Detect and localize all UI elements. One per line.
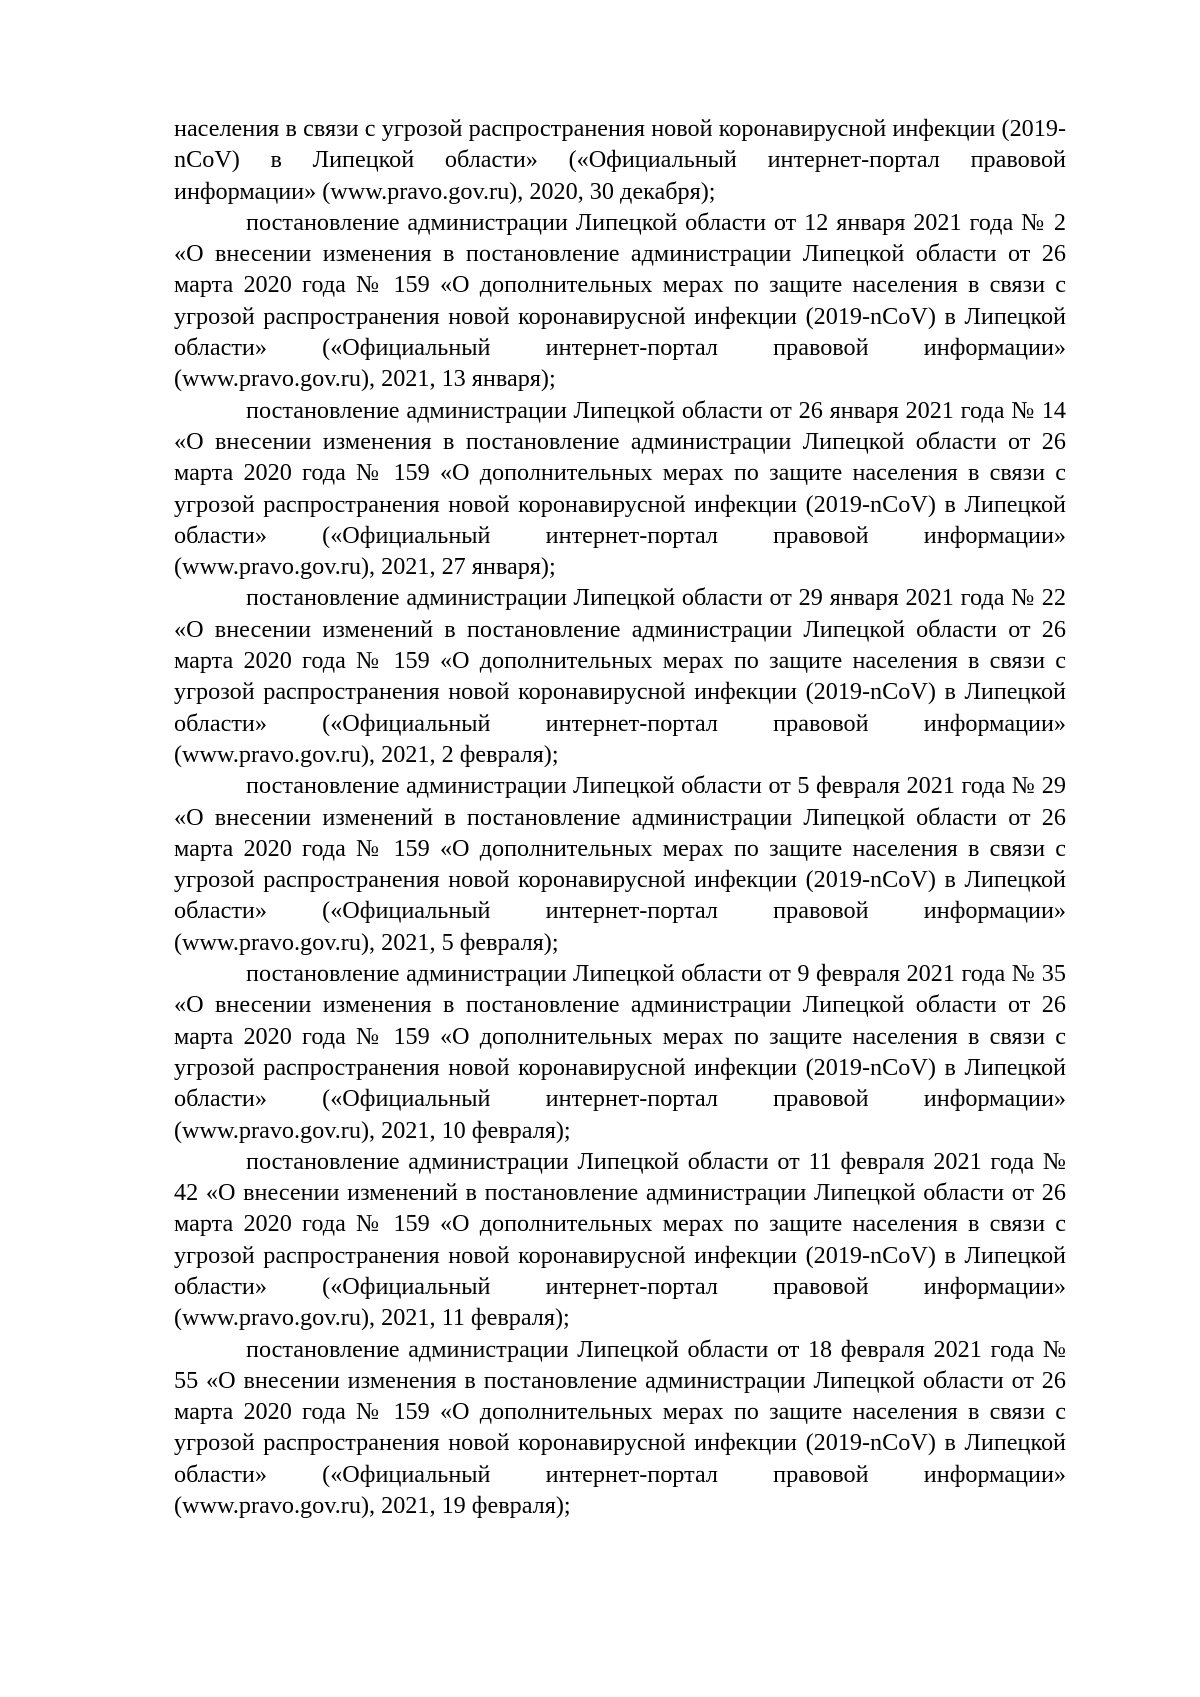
document-body xyxy=(174,113,1066,1521)
paragraph-8: постановление администрации Липецкой области от 18 февраля 2021 года № 55 «О внесении изменения в постановление администрации Липецкой области от 26 марта 2020 года № 159 «О дополнительных мерах по защите населения в связи с угрозой распространения новой коронавирусной инфекции (2019-nCoV) в Липецкой области» («Официальный интернет-портал правовой информации» (www.pravo.gov.ru), 2021, 19 февраля); xyxy=(174,1335,1066,1520)
paragraph-3: постановление администрации Липецкой области от 26 января 2021 года № 14 «О внесении изменения в постановление администрации Липецкой области от 26 марта 2020 года № 159 «О дополнительных мерах по защите населения в связи с угрозой распространения новой коронавирусной инфекции (2019-nCoV) в Липецкой области» («Официальный интернет-портал правовой информации» (www.pravo.gov.ru), 2021, 27 января); xyxy=(174,396,1066,581)
paragraph-6: постановление администрации Липецкой области от 9 февраля 2021 года № 35 «О внесении изменения в постановление администрации Липецкой области от 26 марта 2020 года № 159 «О дополнительных мерах по защите населения в связи с угрозой распространения новой коронавирусной инфекции (2019-nCoV) в Липецкой области» («Официальный интернет-портал правовой информации» (www.pravo.gov.ru), 2021, 10 февраля); xyxy=(174,960,1066,1144)
paragraph-5: постановление администрации Липецкой области от 5 февраля 2021 года № 29 «О внесении изменений в постановление администрации Липецкой области от 26 марта 2020 года № 159 «О дополнительных мерах по защите населения в связи с угрозой распространения новой коронавирусной инфекции (2019-nCoV) в Липецкой области» («Официальный интернет-портал правовой информации» (www.pravo.gov.ru), 2021, 5 февраля); xyxy=(174,772,1066,956)
paragraph-2: постановление администрации Липецкой области от 12 января 2021 года № 2 «О внесении изменения в постановление администрации Липецкой области от 26 марта 2020 года № 159 «О дополнительных мерах по защите населения в связи с угрозой распространения новой коронавирусной инфекции (2019-nCoV) в Липецкой области» («Официальный интернет-портал правовой информации» (www.pravo.gov.ru), 2021, 13 января); xyxy=(174,208,1066,393)
paragraph-7: постановление администрации Липецкой области от 11 февраля 2021 года № 42 «О внесении изменений в постановление администрации Липецкой области от 26 марта 2020 года № 159 «О дополнительных мерах по защите населения в связи с угрозой распространения новой коронавирусной инфекции (2019-nCoV) в Липецкой области» («Официальный интернет-портал правовой информации» (www.pravo.gov.ru), 2021, 11 февраля); xyxy=(174,1147,1066,1332)
paragraph-1: населения в связи с угрозой распространения новой коронавирусной инфекции (2019-nCoV) в Липецкой области» («Официальный интернет-портал правовой информации» (www.pravo.gov.ru), 2020, 30 декабря); xyxy=(174,115,1066,205)
paragraph-4: постановление администрации Липецкой области от 29 января 2021 года № 22 «О внесении изменений в постановление администрации Липецкой области от 26 марта 2020 года № 159 «О дополнительных мерах по защите населения в связи с угрозой распространения новой коронавирусной инфекции (2019-nCoV) в Липецкой области» («Официальный интернет-портал правовой информации» (www.pravo.gov.ru), 2021, 2 февраля); xyxy=(174,584,1066,768)
